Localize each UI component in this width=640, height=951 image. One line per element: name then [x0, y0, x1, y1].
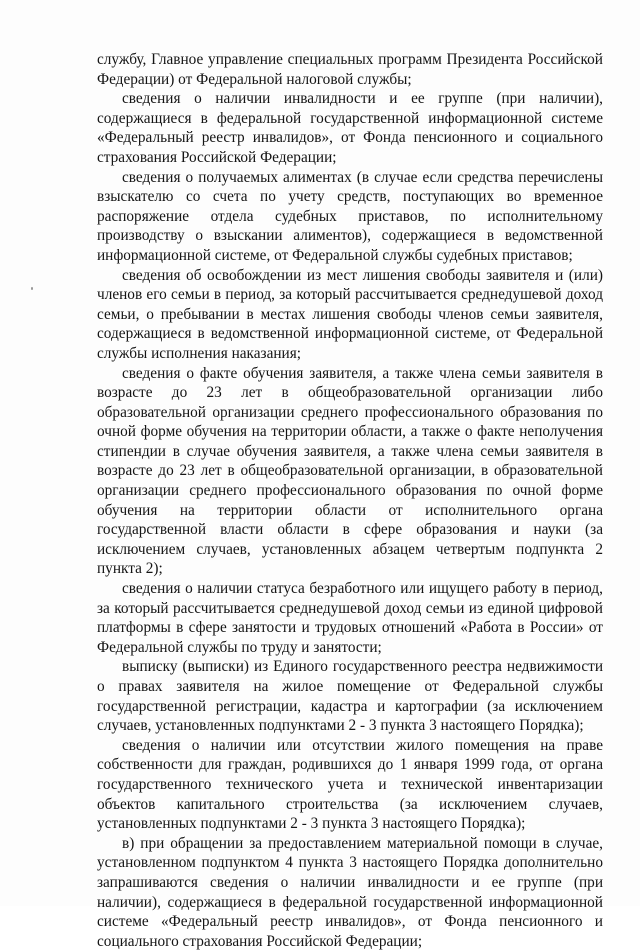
paragraph-disability-info: сведения о наличии инвалидности и ее группе (при наличии), содержащиеся в федеральной государственной информационной системе «Федеральный реестр инвалидов», от Фонда пенсионного и социального страхования Российской Федерации;: [97, 90, 603, 166]
paragraph-housing-info: сведения о наличии или отсутствии жилого помещения на праве собственности для граждан, родившихся до 1 января 1999 года, от органа государственного технического учета и технической инвентаризации объектов капитального строительства (за исключением случаев, установленных подпунктами 2 - 3 пункта 3 настоящего Порядка);: [97, 736, 603, 833]
paragraph-unemployment-info: сведения о наличии статуса безработного или ищущего работу в период, за который рассчитывается среднедушевой доход семьи из единой цифровой платформы в сфере занятости и трудовых отношений «Работа в России» от Федеральной службы по труду и занятости;: [97, 580, 603, 656]
paragraph-release-info: сведения об освобождении из мест лишения свободы заявителя и (или) членов его семьи в период, за который рассчитывается среднедушевой доход семьи, о пребывании в местах лишения свободы членов семьи заявителя, содержащиеся в ведомственной информационной системе, от Федеральной службы исполнения наказания;: [97, 266, 603, 362]
paragraph-subitem-v: в) при обращении за предоставлением материальной помощи в случае, установленном подпунктом 4 пункта 3 настоящего Порядка дополнительно запрашиваются сведения о наличии инвалидности и ее группе (при наличии), содержащиеся в федеральной государственной информационной системе «Федеральный реестр инвалидов», от Фонда пенсионного и социального страхования Российской Федерации;: [97, 834, 603, 950]
paragraph-education-info: сведения о факте обучения заявителя, а также члена семьи заявителя в возрасте до 23 лет в общеобразовательной организации либо образовательной организации среднего профессионального образования по очной форме обучения на территории области, а также о факте неполучения стипендии в случае обучения заявителя, а также члена семьи заявителя в возрасте до 23 лет в общеобразовательной организации, в образовательной организации среднего профессионального образования по очной форме обучения на территории области от исполнительного органа государственной власти области в сфере образования и науки (за исключением случаев, установленных абзацем четвертым подпункта 2 пункта 2);: [97, 364, 603, 578]
paragraph-alimony-info: сведения о получаемых алиментах (в случае если средства перечислены взыскателю со счета по учету средств, поступающих во временное распоряжение отдела судебных приставов, по исполнительному производству о взыскании алиментов), содержащиеся в ведомственной информационной системе, от Федеральной службы судебных приставов;: [97, 168, 603, 264]
margin-mark: [31, 287, 33, 290]
document-body: [97, 50, 603, 951]
paragraph-real-estate-extract: выписку (выписки) из Единого государственного реестра недвижимости о правах заявителя на жилое помещение от Федеральной службы государственной регистрации, кадастра и картографии (за исключением случаев, установленных подпунктами 2 - 3 пункта 3 настоящего Порядка);: [97, 658, 603, 735]
paragraph-continuation: службу, Главное управление специальных программ Президента Российской Федерации) от Федеральной налоговой службы;: [97, 51, 603, 88]
